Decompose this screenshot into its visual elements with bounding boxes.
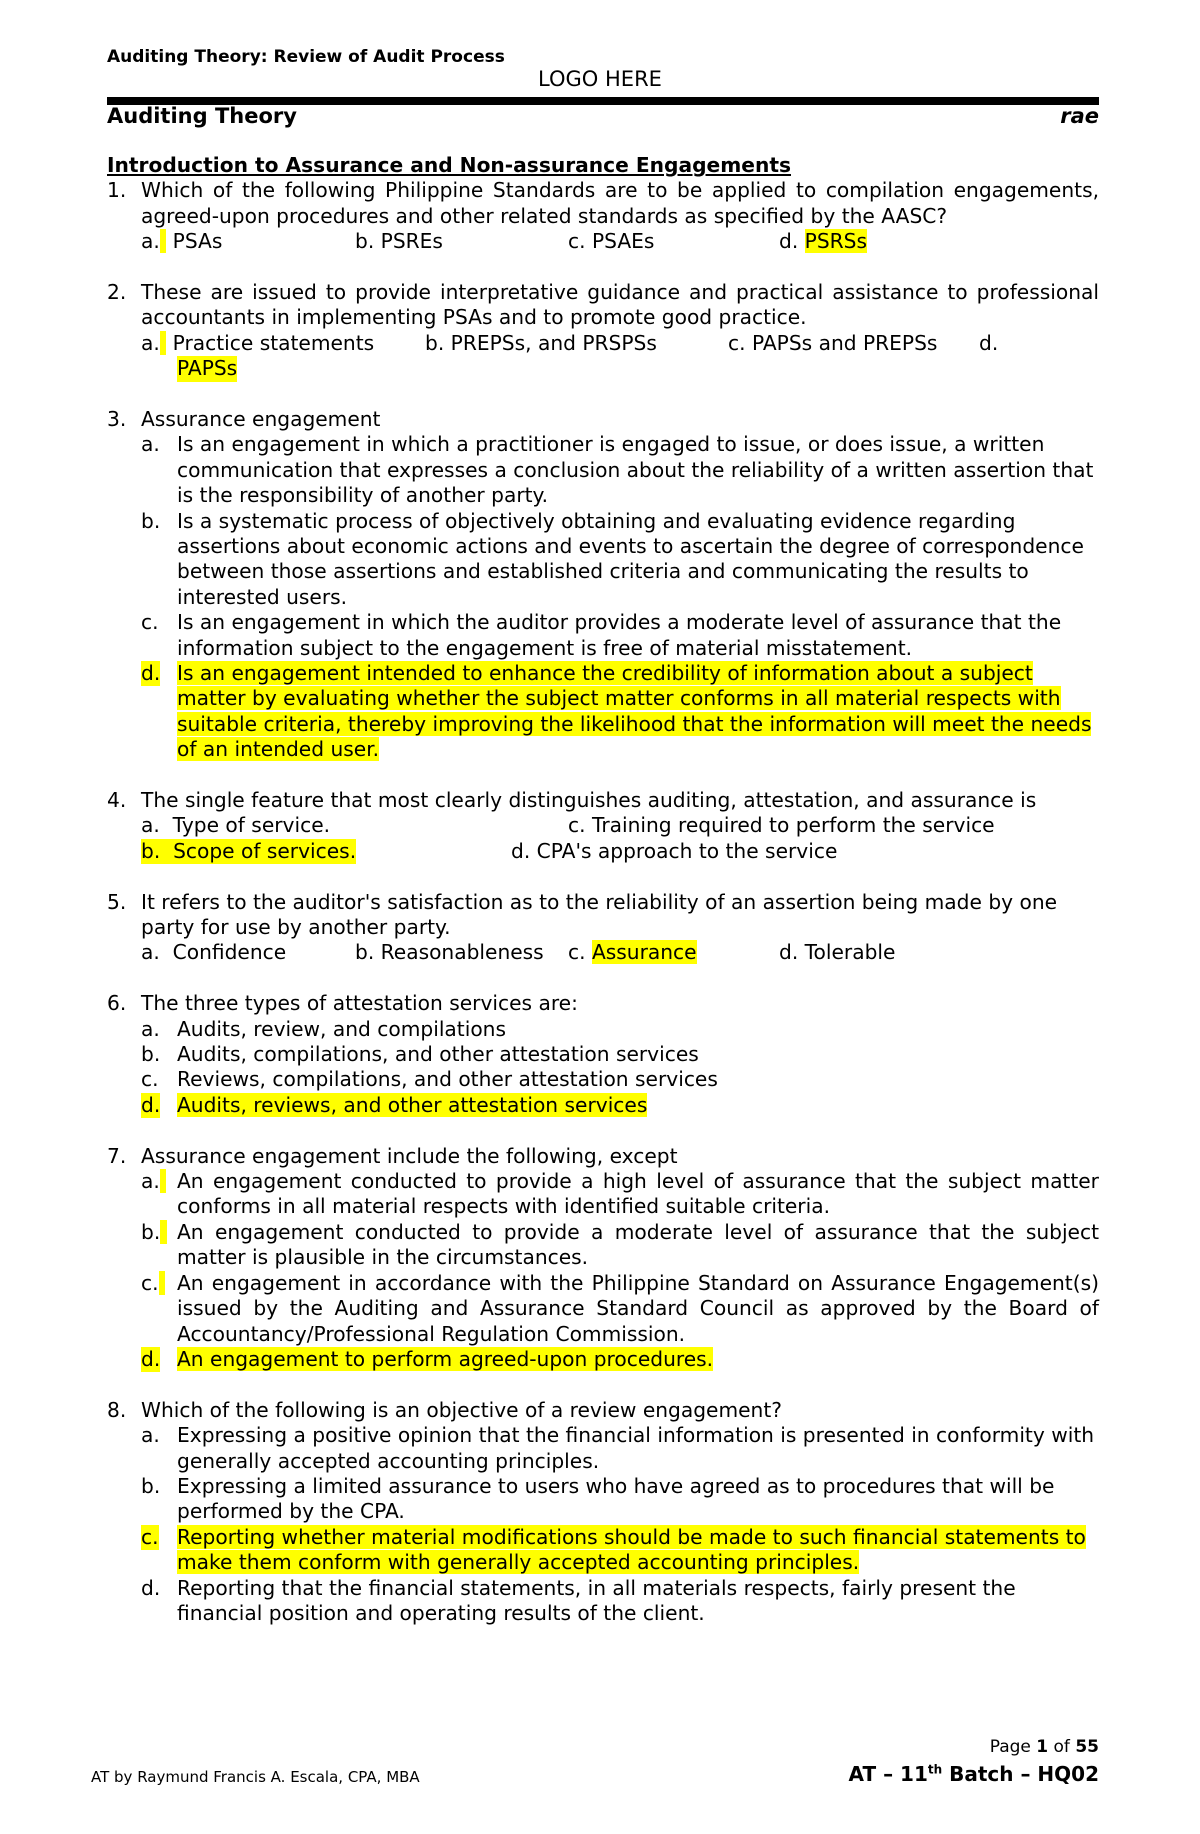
question-3 <box>107 407 1099 763</box>
question-7 <box>107 1144 1099 1373</box>
question-number: 3. <box>107 406 127 431</box>
option-a: a. Expressing a positive opinion that the financial information is presented in conformity with generally accepted accounting principles. <box>141 1423 1095 1473</box>
option-c: c. Is an engagement in which the auditor provides a moderate level of assurance that the information subject to the engagement is free of material misstatement. <box>141 610 1062 660</box>
question-text: It refers to the auditor's satisfaction as to the reliability of an assertion being made by one party for use by another party. <box>141 889 1058 940</box>
option-c: c. Training required to perform the service <box>568 813 995 838</box>
question-text: Which of the following is an objective of a review engagement? <box>141 1397 782 1422</box>
option-row <box>141 229 1099 254</box>
option-c: c. Reporting whether material modifications should be made to such financial statements to make them conform with generally accepted accounting principles. <box>141 1524 1086 1575</box>
option-row <box>141 813 1099 838</box>
option-b: b. Audits, compilations, and other attestation services <box>141 1042 699 1067</box>
question-text: The three types of attestation services are: <box>141 991 578 1016</box>
option-d: d. CPA's approach to the service <box>511 838 838 863</box>
question-6 <box>107 991 1099 1118</box>
question-5 <box>107 890 1099 966</box>
answer-highlight: Assurance <box>591 940 697 965</box>
option-a: a. Practice statements <box>141 330 375 355</box>
option-d: d. An engagement to perform agreed-upon procedures. <box>141 1346 714 1371</box>
option-a: a. Confidence <box>141 940 287 965</box>
footer-author: AT by Raymund Francis A. Escala, CPA, MBA <box>91 1768 420 1786</box>
question-number: 7. <box>107 1143 127 1168</box>
question-8 <box>107 1398 1099 1627</box>
answer-highlight: Scope of services. <box>173 838 357 863</box>
author-tag: rae <box>1060 104 1099 128</box>
question-text: Assurance engagement <box>141 406 381 431</box>
option-d: d. Reporting that the financial statements, in all materials respects, fairly present the financial position and operating results of the client. <box>141 1575 1016 1625</box>
option-d-letter: d. <box>979 330 999 355</box>
option-row <box>141 940 1099 965</box>
logo-placeholder: LOGO HERE <box>538 67 662 91</box>
option-row <box>141 331 1099 356</box>
option-b: b. PSREs <box>355 229 443 254</box>
answer-highlight: Is an engagement intended to enhance the credibility of information about a subject matter by evaluating whether the subject matter conforms in all material respects with suitable criteria, thereby improving the likelihood that the information will meet the needs of an intended user. <box>177 661 1092 762</box>
question-text: The single feature that most clearly distinguishes auditing, attestation, and assurance is <box>141 788 1037 813</box>
option-row-wrap <box>141 356 1099 381</box>
answer-highlight: An engagement to perform agreed-upon procedures. <box>177 1346 714 1371</box>
question-number: 4. <box>107 788 127 813</box>
answer-highlight: Reporting whether material modifications should be made to such financial statements to make them conform with generally accepted accounting principles. <box>177 1524 1086 1575</box>
answer-highlight: Audits, reviews, and other attestation services <box>177 1092 648 1117</box>
document-header-title: Auditing Theory: Review of Audit Process <box>107 47 505 67</box>
option-a: a. Is an engagement in which a practitioner is engaged to issue, or does issue, a written communication that expresses a conclusion about the reliability of a written assertion that is the responsibility of another party. <box>141 432 1094 508</box>
option-a: a. Audits, review, and compilations <box>141 1016 506 1041</box>
option-a: a. PSAs <box>141 229 223 254</box>
question-list <box>107 153 1099 1626</box>
option-row <box>141 839 1099 864</box>
question-text: These are issued to provide interpretative guidance and practical assistance to professional accountants in implementing PSAs and to promote good practice. <box>141 280 1099 330</box>
footer-batch: AT – 11th Batch – HQ02 <box>848 1762 1099 1786</box>
option-b: b. Reasonableness <box>355 940 544 965</box>
question-number: 2. <box>107 280 127 304</box>
answer-highlight: PAPSs <box>177 356 238 381</box>
option-b: b. Is a systematic process of objectively obtaining and evaluating evidence regarding assertions about economic actions and events to ascertain the degree of correspondence between those assertions and established criteria and communicating the results to interested users. <box>141 508 1084 609</box>
option-a: a. Type of service. <box>141 813 331 838</box>
option-b: b. Expressing a limited assurance to users who have agreed as to procedures that will be performed by the CPA. <box>141 1473 1055 1524</box>
question-text: Which of the following Philippine Standards are to be applied to compilation engagements, agreed-upon procedures and other related standards as specified by the AASC? <box>141 178 1099 228</box>
option-b: b. PREPSs, and PRSPSs <box>425 330 657 355</box>
option-c: c. An engagement in accordance with the Philippine Standard on Assurance Engagement(s) issued by the Auditing and Assurance Standard Council as approved by the Board of Accountancy/Professional Regulation Commission. <box>141 1270 1099 1346</box>
option-a: a. An engagement conducted to provide a high level of assurance that the subject matter conforms in all material respects with identified suitable criteria. <box>141 1169 1099 1219</box>
option-b: b. An engagement conducted to provide a moderate level of assurance that the subject matter is plausible in the circumstances. <box>141 1219 1099 1270</box>
option-d: d. Is an engagement intended to enhance the credibility of information about a subject matter by evaluating whether the subject matter conforms in all material respects with suitable criteria, thereby improving the likelihood that the information will meet the needs of an intended user. <box>141 661 1092 762</box>
option-c: c. PAPSs and PREPSs <box>728 330 938 355</box>
option-c: c. Reviews, compilations, and other attestation services <box>141 1067 718 1092</box>
question-1 <box>107 178 1099 254</box>
question-number: 1. <box>107 178 127 203</box>
option-c: c. PSAEs <box>568 229 655 254</box>
subject-title: Auditing Theory <box>107 104 297 128</box>
question-number: 5. <box>107 889 127 914</box>
option-c: c. Assurance <box>568 940 697 965</box>
section-title: Introduction to Assurance and Non-assurance Engagements <box>107 153 791 177</box>
answer-highlight: PSRSs <box>804 229 868 254</box>
question-number: 6. <box>107 991 127 1016</box>
option-d: d. Tolerable <box>779 940 896 965</box>
option-d: d. PSRSs <box>779 229 868 254</box>
page-number: Page 1 of 55 <box>989 1737 1099 1757</box>
question-2 <box>107 280 1099 382</box>
question-text: Assurance engagement include the following, except <box>141 1143 678 1168</box>
question-number: 8. <box>107 1397 127 1422</box>
option-d: d. Audits, reviews, and other attestation services <box>141 1092 648 1117</box>
question-4 <box>107 788 1099 864</box>
option-b: b. Scope of services. <box>141 838 357 863</box>
